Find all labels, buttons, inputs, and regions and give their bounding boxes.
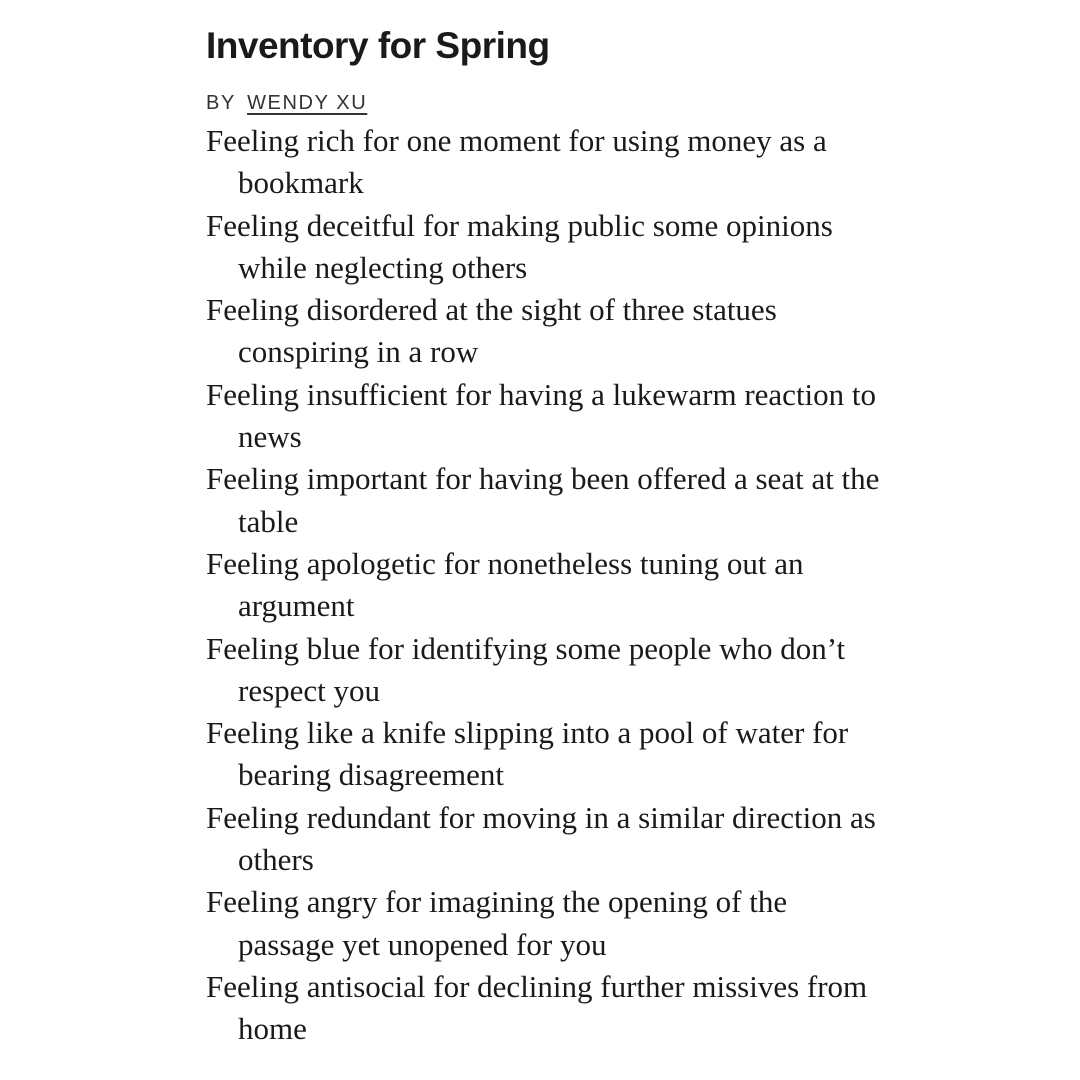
poem-line: Feeling angry for imagining the opening of the passage yet unopened for you xyxy=(206,884,788,962)
byline xyxy=(206,90,1080,116)
poem-line: Feeling insufficient for having a lukewarm reaction to news xyxy=(206,376,877,455)
poem-line: Feeling blue for identifying some people who don’t respect you xyxy=(206,630,846,708)
poem-line: Feeling apologetic for nonetheless tuning out an argument xyxy=(206,545,804,624)
poem-line: Feeling like a knife slipping into a pool of water for bearing disagreement xyxy=(206,715,849,793)
poem-title: Inventory for Spring xyxy=(206,25,550,66)
poem-line: Feeling antisocial for declining further missives from home xyxy=(206,968,868,1047)
poem-line: Feeling redundant for moving in a similar direction as others xyxy=(206,799,876,878)
poem-line: Feeling deceitful for making public some opinions while neglecting others xyxy=(206,207,833,285)
poem-body xyxy=(206,120,886,1051)
poem-line: Feeling rich for one moment for using money as a bookmark xyxy=(206,123,827,201)
poem-line: Feeling disordered at the sight of three statues conspiring in a row xyxy=(206,292,777,370)
poem-line: Feeling important for having been offered a seat at the table xyxy=(206,461,880,539)
byline-label: BY xyxy=(206,92,236,114)
author-link[interactable]: WENDY XU xyxy=(247,92,368,114)
